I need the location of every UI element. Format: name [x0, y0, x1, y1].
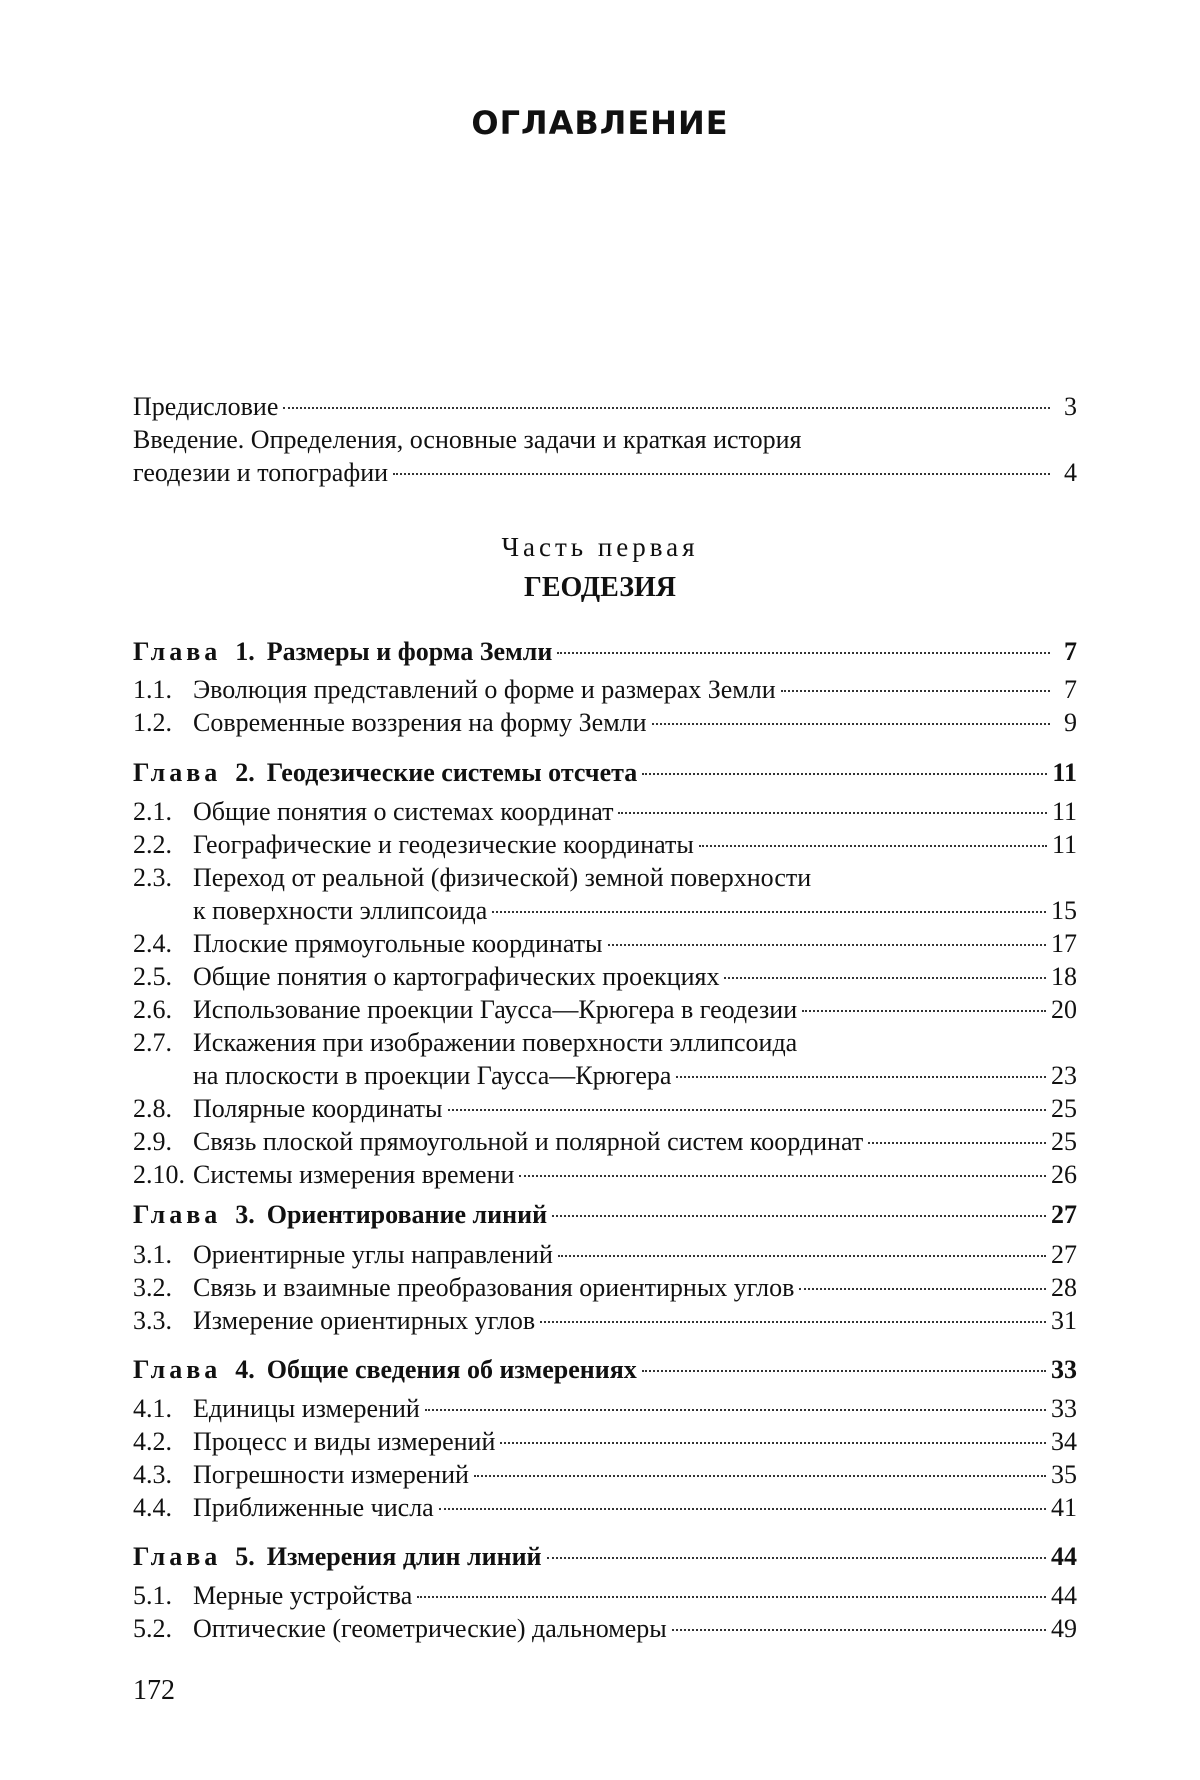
chapter-title: Измерения длин линий [266, 1542, 542, 1571]
chapter-prefix: Глава [133, 1200, 222, 1229]
toc-entry-introduction[interactable] [133, 425, 1077, 459]
dot-leader [540, 1321, 1046, 1323]
toc-section[interactable] [133, 929, 1077, 963]
toc-section[interactable] [133, 1028, 1077, 1062]
part-title: ГЕОДЕЗИЯ [524, 572, 676, 603]
entry-page: 44 [1051, 1542, 1077, 1571]
section-number: 5.2. [133, 1614, 172, 1643]
entry-page: 27 [1051, 1200, 1077, 1229]
dot-leader [642, 773, 1047, 775]
entry-text: Введение. Определения, основные задачи и краткая история [133, 425, 802, 454]
section-number: 2.3. [133, 863, 172, 892]
entry-page: 33 [1051, 1355, 1077, 1384]
section-text: Процесс и виды измерений [193, 1427, 496, 1456]
section-number: 1.1. [133, 675, 172, 704]
chapter-title: Ориентирование линий [266, 1200, 548, 1229]
dot-leader [547, 1557, 1046, 1559]
section-text: Полярные координаты [193, 1094, 443, 1123]
entry-text: геодезии и топографии [133, 458, 389, 487]
dot-leader [519, 1175, 1046, 1177]
section-text: Измерение ориентирных углов [193, 1306, 536, 1335]
dot-leader [799, 1288, 1046, 1290]
dot-leader [552, 1215, 1046, 1217]
entry-page: 27 [1051, 1240, 1077, 1269]
toc-chapter[interactable] [133, 1200, 1077, 1234]
dot-leader [492, 911, 1046, 913]
section-number: 2.1. [133, 797, 172, 826]
section-text: Оптические (геометрические) дальномеры [193, 1614, 667, 1643]
section-number: 2.10. [133, 1160, 185, 1189]
entry-page: 49 [1051, 1614, 1077, 1643]
section-text: Погрешности измерений [193, 1460, 469, 1489]
part-label: Часть первая [501, 532, 699, 562]
toc-section[interactable] [133, 1427, 1077, 1461]
dot-leader [425, 1409, 1046, 1411]
dot-leader [500, 1442, 1046, 1444]
section-text: к поверхности эллипсоида [193, 896, 488, 925]
toc-section-cont[interactable] [133, 896, 1077, 930]
toc-section[interactable] [133, 675, 1077, 709]
entry-page: 11 [1051, 830, 1077, 859]
section-text: Искажения при изображении поверхности эллипсоида [193, 1028, 798, 1057]
chapter-title: Общие сведения об измерениях [266, 1355, 637, 1384]
entry-page: 35 [1051, 1460, 1077, 1489]
section-text: Использование проекции Гаусса—Крюгера в геодезии [193, 995, 798, 1024]
entry-page: 18 [1051, 962, 1077, 991]
dot-leader [868, 1142, 1046, 1144]
toc-chapter[interactable] [133, 637, 1077, 671]
section-number: 4.1. [133, 1394, 172, 1423]
dot-leader [439, 1508, 1046, 1510]
section-text: Общие понятия о системах координат [193, 797, 614, 826]
section-text: Приближенные числа [193, 1493, 434, 1522]
toc-section[interactable] [133, 1127, 1077, 1161]
section-text: Ориентирные углы направлений [193, 1240, 553, 1269]
section-number: 2.9. [133, 1127, 172, 1156]
entry-page: 34 [1051, 1427, 1077, 1456]
page-heading: ОГЛАВЛЕНИЕ [471, 104, 729, 142]
chapter-title: Геодезические системы отсчета [266, 758, 638, 787]
entry-page: 7 [1064, 675, 1077, 704]
entry-page: 20 [1051, 995, 1077, 1024]
section-number: 5.1. [133, 1581, 172, 1610]
entry-page: 33 [1051, 1394, 1077, 1423]
dot-leader [642, 1370, 1046, 1372]
section-text: Мерные устройства [193, 1581, 413, 1610]
toc-section[interactable] [133, 830, 1077, 864]
dot-leader [283, 407, 1050, 409]
dot-leader [699, 845, 1047, 847]
entry-page: 28 [1051, 1273, 1077, 1302]
dot-leader [608, 944, 1046, 946]
dot-leader [474, 1475, 1046, 1477]
entry-page: 17 [1051, 929, 1077, 958]
chapter-number: 5. [235, 1542, 255, 1571]
entry-page: 11 [1052, 758, 1077, 787]
section-text: Географические и геодезические координаты [193, 830, 694, 859]
toc-section[interactable] [133, 797, 1077, 831]
section-number: 3.1. [133, 1240, 172, 1269]
dot-leader [802, 1010, 1046, 1012]
toc-section[interactable] [133, 1493, 1077, 1527]
dot-leader [417, 1596, 1046, 1598]
chapter-prefix: Глава [133, 637, 222, 666]
entry-page: 25 [1051, 1127, 1077, 1156]
toc-section-cont[interactable] [133, 1061, 1077, 1095]
section-text: Переход от реальной (физической) земной поверхности [193, 863, 812, 892]
toc-chapter[interactable] [133, 758, 1077, 792]
toc-section[interactable] [133, 863, 1077, 897]
entry-page: 44 [1051, 1581, 1077, 1610]
toc-section[interactable] [133, 1273, 1077, 1307]
page-number: 172 [133, 1675, 175, 1706]
entry-page: 31 [1051, 1306, 1077, 1335]
section-text: Современные воззрения на форму Земли [193, 708, 647, 737]
section-number: 4.3. [133, 1460, 172, 1489]
dot-leader [448, 1109, 1046, 1111]
section-text: Связь и взаимные преобразования ориентирных углов [193, 1273, 795, 1302]
chapter-number: 1. [235, 637, 255, 666]
section-text: на плоскости в проекции Гаусса—Крюгера [193, 1061, 672, 1090]
toc-section[interactable] [133, 1240, 1077, 1274]
dot-leader [558, 1255, 1046, 1257]
section-number: 4.4. [133, 1493, 172, 1522]
toc-section[interactable] [133, 1306, 1077, 1340]
chapter-prefix: Глава [133, 1542, 222, 1571]
entry-page: 4 [1064, 458, 1077, 487]
toc-section[interactable] [133, 1160, 1077, 1194]
section-number: 2.6. [133, 995, 172, 1024]
toc-section[interactable] [133, 995, 1077, 1029]
section-text: Связь плоской прямоугольной и полярной систем координат [193, 1127, 864, 1156]
section-number: 2.5. [133, 962, 172, 991]
dot-leader [652, 723, 1050, 725]
entry-page: 7 [1064, 637, 1077, 666]
chapter-title: Размеры и форма Земли [266, 637, 553, 666]
section-number: 4.2. [133, 1427, 172, 1456]
section-number: 2.7. [133, 1028, 172, 1057]
section-text: Эволюция представлений о форме и размерах Земли [193, 675, 776, 704]
entry-page: 15 [1051, 896, 1077, 925]
toc-section[interactable] [133, 1460, 1077, 1494]
toc-entry-introduction-cont[interactable] [133, 458, 1077, 492]
toc-chapter[interactable] [133, 1355, 1077, 1389]
section-text: Единицы измерений [193, 1394, 420, 1423]
entry-page: 11 [1051, 797, 1077, 826]
toc-section[interactable] [133, 1614, 1077, 1648]
chapter-prefix: Глава [133, 1355, 222, 1384]
toc-entry-preface[interactable] [133, 392, 1077, 426]
toc-section[interactable] [133, 708, 1077, 742]
toc-section[interactable] [133, 1094, 1077, 1128]
entry-page: 3 [1064, 392, 1077, 421]
toc-chapter[interactable] [133, 1542, 1077, 1576]
toc-section[interactable] [133, 1581, 1077, 1615]
section-number: 2.8. [133, 1094, 172, 1123]
section-text: Плоские прямоугольные координаты [193, 929, 603, 958]
entry-page: 41 [1051, 1493, 1077, 1522]
entry-page: 9 [1064, 708, 1077, 737]
section-number: 1.2. [133, 708, 172, 737]
section-number: 3.2. [133, 1273, 172, 1302]
dot-leader [724, 977, 1046, 979]
dot-leader [557, 652, 1050, 654]
entry-page: 23 [1051, 1061, 1077, 1090]
dot-leader [672, 1629, 1046, 1631]
dot-leader [618, 812, 1046, 814]
section-number: 2.4. [133, 929, 172, 958]
toc-section[interactable] [133, 1394, 1077, 1428]
dot-leader [676, 1076, 1046, 1078]
section-number: 2.2. [133, 830, 172, 859]
chapter-prefix: Глава [133, 758, 222, 787]
section-number: 3.3. [133, 1306, 172, 1335]
dot-leader [781, 690, 1050, 692]
chapter-number: 3. [235, 1200, 255, 1229]
section-text: Системы измерения времени [193, 1160, 515, 1189]
entry-page: 26 [1051, 1160, 1077, 1189]
chapter-number: 2. [235, 758, 255, 787]
dot-leader [393, 473, 1050, 475]
entry-text: Предисловие [133, 392, 279, 421]
chapter-number: 4. [235, 1355, 255, 1384]
section-text: Общие понятия о картографических проекциях [193, 962, 720, 991]
entry-page: 25 [1051, 1094, 1077, 1123]
toc-section[interactable] [133, 962, 1077, 996]
